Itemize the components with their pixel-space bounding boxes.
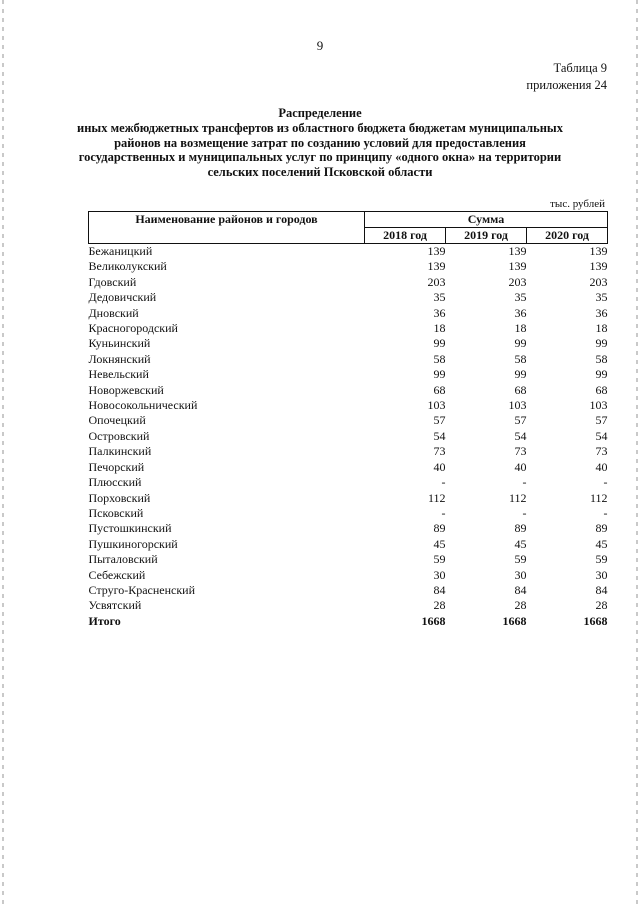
scan-edge-left	[2, 0, 4, 905]
district-name: Пушкиногорский	[88, 536, 178, 551]
table-row	[89, 290, 608, 305]
distribution-table	[88, 211, 608, 629]
total-value-2020: 1668	[583, 613, 608, 628]
value-2019: 112	[508, 490, 527, 505]
value-2020: 58	[595, 351, 608, 366]
district-name: Печорский	[88, 459, 145, 474]
value-2020: 89	[595, 521, 608, 536]
value-2019: 18	[514, 321, 527, 336]
value-2019: 59	[514, 552, 527, 567]
value-2020: 35	[595, 290, 608, 305]
value-2020: 30	[595, 567, 608, 582]
value-2020: -	[603, 475, 608, 490]
value-2018: -	[441, 505, 446, 520]
table-row	[89, 321, 608, 336]
table-row	[89, 521, 608, 536]
district-name: Новосокольнический	[88, 398, 198, 413]
title-line4: государственных и муниципальных услуг по принципу «одного окна» на территории	[78, 150, 562, 165]
title-line1: Распределение	[278, 106, 362, 120]
district-name: Дедовичский	[88, 290, 157, 305]
value-2019: 139	[508, 244, 527, 258]
value-2019: -	[522, 475, 527, 490]
district-name: Новоржевский	[88, 382, 164, 397]
table-row	[89, 506, 608, 521]
district-name: Себежский	[88, 567, 146, 582]
title-line3: районов на возмещение затрат по созданию условий для предоставления	[114, 135, 526, 150]
value-2018: 203	[427, 274, 446, 289]
value-2019: 30	[514, 567, 527, 582]
value-2020: 139	[589, 244, 608, 258]
table-row	[89, 383, 608, 398]
value-2018: 36	[433, 305, 446, 320]
district-name: Локнянский	[88, 351, 151, 366]
table-row	[89, 306, 608, 321]
table-row	[89, 259, 608, 274]
district-name: Пустошкинский	[88, 521, 172, 536]
value-2020: 57	[595, 413, 608, 428]
district-name: Струго-Красненский	[88, 582, 196, 597]
value-2018: 112	[427, 490, 446, 505]
value-2020: 18	[595, 321, 608, 336]
value-2018: 99	[433, 336, 446, 351]
table-row	[89, 537, 608, 552]
district-name: Островский	[88, 428, 150, 443]
value-2019: 35	[514, 290, 527, 305]
value-2020: 68	[595, 382, 608, 397]
value-2018: 30	[433, 567, 446, 582]
table-row	[89, 413, 608, 428]
value-2019: 89	[514, 521, 527, 536]
page-number: 9	[316, 38, 324, 53]
district-name: Великолукский	[88, 259, 167, 274]
table-row	[89, 336, 608, 351]
value-2018: -	[441, 475, 446, 490]
value-2019: 203	[508, 274, 527, 289]
value-2018: 40	[433, 459, 446, 474]
value-2019: 45	[514, 536, 527, 551]
value-2018: 54	[433, 428, 446, 443]
value-2020: 28	[595, 598, 608, 613]
value-2020: 99	[595, 336, 608, 351]
table-reference-line1: Таблица 9	[553, 61, 607, 75]
table-row	[89, 460, 608, 475]
district-name: Гдовский	[88, 274, 137, 289]
value-2019: 84	[514, 582, 527, 597]
table-row	[89, 429, 608, 444]
value-2020: -	[603, 505, 608, 520]
table-row	[89, 244, 608, 260]
value-2019: 36	[514, 305, 527, 320]
value-2019: 99	[514, 367, 527, 382]
value-2020: 112	[589, 490, 608, 505]
table-row	[89, 552, 608, 567]
value-2020: 99	[595, 367, 608, 382]
value-2019: 139	[508, 259, 527, 274]
value-2019: 40	[514, 459, 527, 474]
value-2018: 35	[433, 290, 446, 305]
title-line2: иных межбюджетных трансфертов из областного бюджета бюджетам муниципальных	[77, 120, 563, 135]
title-line5: сельских поселений Псковской области	[207, 165, 433, 180]
value-2018: 139	[427, 259, 446, 274]
value-2018: 103	[427, 398, 446, 413]
district-name: Невельский	[88, 367, 149, 382]
district-name: Бежаницкий	[88, 244, 153, 258]
header-name: Наименование районов и городов	[89, 212, 365, 244]
value-2019: 99	[514, 336, 527, 351]
district-name: Палкинский	[88, 444, 152, 459]
total-value-2019: 1668	[502, 613, 527, 628]
units-label: тыс. рублей	[550, 198, 605, 210]
header-year-2019: 2019 год	[446, 228, 527, 244]
value-2020: 139	[589, 259, 608, 274]
header-sum: Сумма	[365, 212, 608, 228]
table-row	[89, 367, 608, 382]
table-reference	[526, 60, 607, 94]
table-row	[89, 275, 608, 290]
value-2020: 103	[589, 398, 608, 413]
value-2018: 57	[433, 413, 446, 428]
table-reference-line2: приложения 24	[526, 78, 607, 92]
value-2019: 68	[514, 382, 527, 397]
district-name: Дновский	[88, 305, 139, 320]
district-name: Порховский	[88, 490, 151, 505]
value-2018: 73	[433, 444, 446, 459]
district-name: Опочецкий	[88, 413, 146, 428]
table-row	[89, 598, 608, 613]
value-2019: 57	[514, 413, 527, 428]
value-2020: 203	[589, 274, 608, 289]
total-value-2018: 1668	[421, 613, 446, 628]
value-2019: 58	[514, 351, 527, 366]
document-title	[60, 106, 580, 180]
table-row	[89, 475, 608, 490]
district-name: Красногородский	[88, 321, 178, 336]
value-2018: 68	[433, 382, 446, 397]
value-2018: 84	[433, 582, 446, 597]
value-2019: 103	[508, 398, 527, 413]
district-name: Плюсский	[88, 475, 142, 490]
value-2018: 99	[433, 367, 446, 382]
value-2020: 45	[595, 536, 608, 551]
value-2018: 89	[433, 521, 446, 536]
value-2019: 73	[514, 444, 527, 459]
value-2020: 84	[595, 582, 608, 597]
district-name: Пыталовский	[88, 552, 158, 567]
table-row	[89, 352, 608, 367]
value-2020: 54	[595, 428, 608, 443]
value-2020: 36	[595, 305, 608, 320]
table-row	[89, 444, 608, 459]
value-2018: 59	[433, 552, 446, 567]
district-name: Усвятский	[88, 598, 142, 613]
table-row	[89, 583, 608, 598]
value-2020: 73	[595, 444, 608, 459]
value-2019: -	[522, 505, 527, 520]
value-2020: 59	[595, 552, 608, 567]
value-2018: 18	[433, 321, 446, 336]
value-2018: 45	[433, 536, 446, 551]
value-2018: 139	[427, 244, 446, 258]
table-row	[89, 398, 608, 413]
scan-edge-right	[636, 0, 638, 905]
value-2020: 40	[595, 459, 608, 474]
header-year-2020: 2020 год	[527, 228, 608, 244]
district-name: Куньинский	[88, 336, 151, 351]
value-2018: 58	[433, 351, 446, 366]
header-year-2018: 2018 год	[365, 228, 446, 244]
value-2019: 54	[514, 428, 527, 443]
total-row	[89, 614, 608, 629]
table-body	[89, 244, 608, 630]
total-label: Итого	[88, 613, 121, 628]
value-2018: 28	[433, 598, 446, 613]
value-2019: 28	[514, 598, 527, 613]
table-row	[89, 568, 608, 583]
district-name: Псковский	[88, 505, 144, 520]
table-row	[89, 491, 608, 506]
